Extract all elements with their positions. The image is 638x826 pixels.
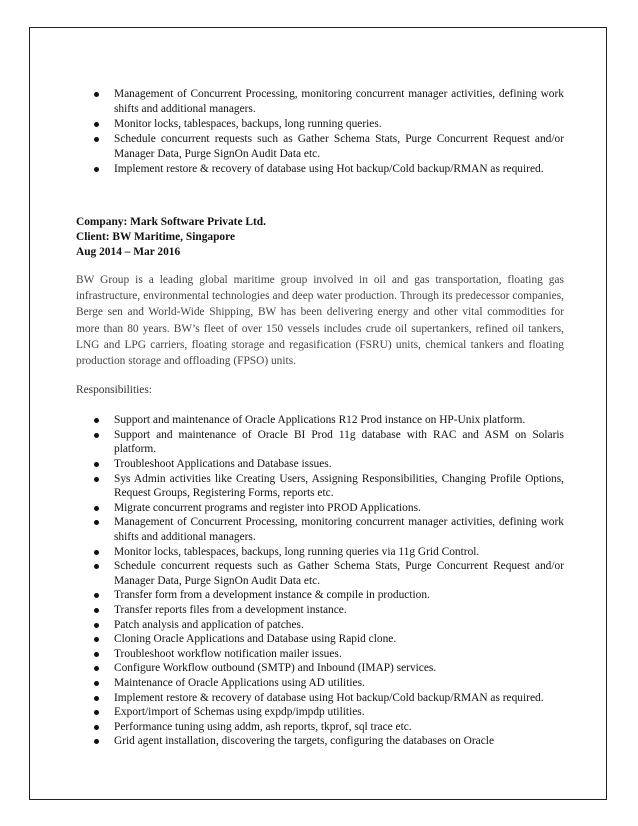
list-item: Configure Workflow outbound (SMTP) and Inbound (IMAP) services. bbox=[76, 661, 564, 676]
list-item: Monitor locks, tablespaces, backups, long running queries via 11g Grid Control. bbox=[76, 545, 564, 560]
list-item: Management of Concurrent Processing, monitoring concurrent manager activities, defining work shifts and additional managers. bbox=[76, 87, 564, 117]
list-item: Management of Concurrent Processing, monitoring concurrent manager activities, defining work shifts and additional managers. bbox=[76, 515, 564, 544]
list-item: Cloning Oracle Applications and Database using Rapid clone. bbox=[76, 632, 564, 647]
top-bullet-list bbox=[76, 87, 564, 177]
list-item: Sys Admin activities like Creating Users, Assigning Responsibilities, Changing Profile Options, Request Groups, Registering Forms, reports etc. bbox=[76, 472, 564, 501]
list-item: Transfer form from a development instance & compile in production. bbox=[76, 588, 564, 603]
client-description: BW Group is a leading global maritime group involved in oil and gas transportation, floating gas infrastructure, environmental technologies and deep water production. Through its predecessor companies, Berge sen and World-Wide Shipping, BW has been delivering energy and other vital commodities for more than 80 years. BW’s fleet of over 150 vessels includes crude oil supertankers, refined oil tankers, LNG and LPG carriers, floating storage and regasification (FSRU) units, chemical tankers and floating production storage and offloading (FPSO) units. bbox=[76, 274, 564, 368]
list-item: Troubleshoot workflow notification mailer issues. bbox=[76, 647, 564, 662]
job-period: Aug 2014 – Mar 2016 bbox=[76, 246, 181, 258]
list-item: Grid agent installation, discovering the targets, configuring the databases on Oracle bbox=[76, 734, 564, 749]
list-item: Performance tuning using addm, ash reports, tkprof, sql trace etc. bbox=[76, 720, 564, 735]
list-item: Implement restore & recovery of database using Hot backup/Cold backup/RMAN as required. bbox=[76, 162, 564, 177]
list-item: Patch analysis and application of patches. bbox=[76, 618, 564, 633]
list-item: Monitor locks, tablespaces, backups, long running queries. bbox=[76, 117, 564, 132]
list-item: Maintenance of Oracle Applications using AD utilities. bbox=[76, 676, 564, 691]
list-item: Schedule concurrent requests such as Gather Schema Stats, Purge Concurrent Request and/or Manager Data, Purge SignOn Audit Data etc. bbox=[76, 559, 564, 588]
responsibilities-heading: Responsibilities: bbox=[76, 384, 152, 397]
list-item: Migrate concurrent programs and register into PROD Applications. bbox=[76, 501, 564, 516]
list-item: Support and maintenance of Oracle Applications R12 Prod instance on HP-Unix platform. bbox=[76, 413, 564, 428]
list-item: Support and maintenance of Oracle BI Prod 11g database with RAC and ASM on Solaris platform. bbox=[76, 428, 564, 457]
list-item: Troubleshoot Applications and Database issues. bbox=[76, 457, 564, 472]
responsibilities-list bbox=[76, 413, 564, 749]
client-name: Client: BW Maritime, Singapore bbox=[76, 231, 236, 243]
resume-content bbox=[76, 87, 564, 749]
list-item: Export/import of Schemas using expdp/impdp utilities. bbox=[76, 705, 564, 720]
list-item: Transfer reports files from a development instance. bbox=[76, 603, 564, 618]
list-item: Implement restore & recovery of database using Hot backup/Cold backup/RMAN as required. bbox=[76, 691, 564, 706]
list-item: Schedule concurrent requests such as Gather Schema Stats, Purge Concurrent Request and/or Manager Data, Purge SignOn Audit Data etc. bbox=[76, 132, 564, 162]
company-name: Company: Mark Software Private Ltd. bbox=[76, 216, 266, 228]
job-header bbox=[76, 215, 564, 260]
